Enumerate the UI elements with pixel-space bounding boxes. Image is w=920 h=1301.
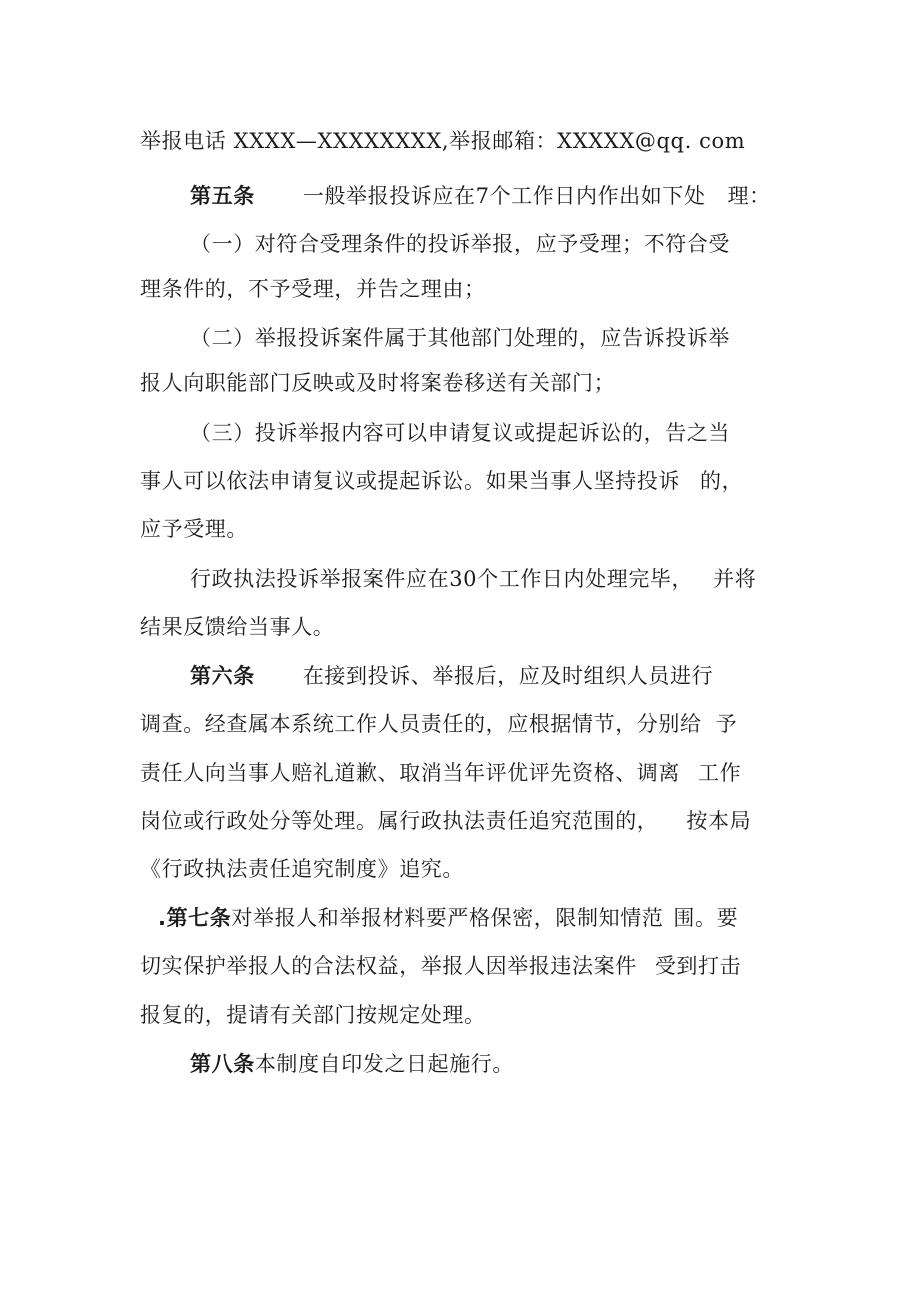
article-7-line-3: 报复的，提请有关部门按规定处理。 [140, 1003, 486, 1027]
article-5-intro: 一般举报投诉应在7个工作日内作出如下处 [302, 184, 706, 208]
article-5-item-1-line-1: （一）对符合受理条件的投诉举报，应予受理；不符合受 [190, 232, 730, 256]
article-8-line: 第八条本制度自印发之日起施行。 [190, 1052, 515, 1076]
article-5-item-3-line-1: （三）投诉举报内容可以申请复议或提起诉讼的，告之当 [190, 421, 730, 445]
article-5-item-2-line-1: （二）举报投诉案件属于其他部门处理的，应告诉投诉举 [190, 326, 730, 350]
article-6-line-3: 责任人向当事人赔礼道歉、取消当年评优评先资格、调离 工作 [140, 761, 742, 785]
contact-line: 举报电话 XXXX—XXXXXXXX,举报邮箱：XXXXX@qq. com [140, 129, 746, 153]
article-5-paragraph-line-2: 结果反馈给当事人。 [140, 615, 335, 639]
article-5-item-2-line-2: 报人向职能部门反映或及时将案卷移送有关部门； [140, 371, 616, 395]
article-6-line-4: 岗位或行政处分等处理。属行政执法责任追究范围的， 按本局 [140, 809, 752, 833]
article-6-line-1: 第六条 在接到投诉、举报后，应及时组织人员进行 [190, 664, 714, 688]
article-7-line-2: 切实保护举报人的合法权益，举报人因举报违法案件 受到打击 [140, 954, 742, 978]
article-6-heading: 第六条 [190, 664, 255, 688]
article-7-heading: 第七条 [166, 906, 232, 930]
article-5-heading: 第五条 [190, 184, 255, 208]
article-5-intro-line [190, 183, 771, 209]
article-5-item-3-line-2: 事人可以依法申请复议或提起诉讼。如果当事人坚持投诉 的， [140, 469, 744, 493]
article-8-heading: 第八条 [190, 1052, 255, 1076]
article-5-item-1-line-2: 理条件的，不予受理，并告之理由； [140, 277, 486, 301]
article-5-paragraph-line-1: 行政执法投诉举报案件应在30个工作日内处理完毕， 并将 [190, 567, 757, 591]
article-6-line-2: 调查。经查属本系统工作人员责任的，应根据情节，分别给 予 [140, 712, 738, 736]
article-5-item-3-line-3: 应予受理。 [140, 517, 248, 541]
article-7-line-1: .第七条对举报人和举报材料要严格保密，限制知情范 围。要 [158, 906, 739, 930]
article-6-line-5: 《行政执法责任追究制度》追究。 [140, 857, 464, 881]
article-5-intro-end: 理： [727, 184, 771, 208]
